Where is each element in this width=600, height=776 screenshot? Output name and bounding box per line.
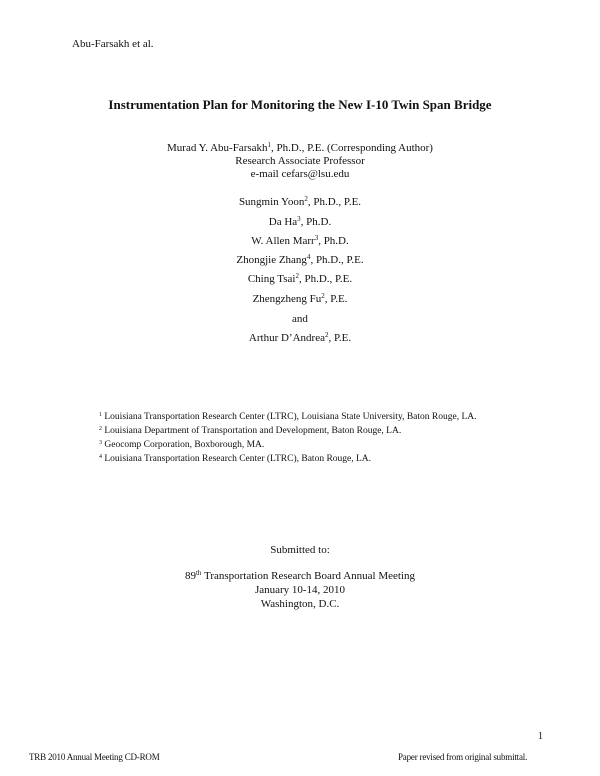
footer-right: Paper revised from original submittal.	[398, 752, 528, 762]
affil-marker: 3	[314, 234, 319, 242]
author-name: Arthur D’Andrea	[248, 332, 325, 344]
author-name: Zhongjie Zhang	[236, 254, 307, 266]
author-line	[0, 216, 600, 229]
author-name: Murad Y. Abu-Farsakh	[167, 142, 268, 154]
author-line	[0, 235, 600, 248]
author-credentials: , Ph.D., P.E. (Corresponding Author)	[271, 142, 433, 154]
author-name: Da Ha	[268, 216, 298, 228]
affil-marker: 4	[306, 253, 311, 261]
author-credentials: , Ph.D., P.E.	[310, 254, 364, 266]
author-line	[0, 196, 600, 209]
author-name: Sungmin Yoon	[238, 196, 305, 208]
author-line	[0, 254, 600, 267]
meeting-dates: January 10-14, 2010	[254, 584, 346, 596]
author-name: Zhengzheng Fu	[252, 293, 322, 305]
affiliation-item: $^1$ Louisiana Transportation Research Center (LTRC), Louisiana State University, Baton Rouge, LA.	[99, 412, 477, 422]
author-line	[0, 293, 600, 306]
and-conjunction: and	[292, 313, 308, 325]
running-head: Abu-Farsakh et al.	[72, 38, 154, 50]
affiliation-item: $^4$ Louisiana Transportation Research Center (LTRC), Baton Rouge, LA.	[99, 454, 372, 464]
affiliation-item: $^3$ Geocomp Corporation, Boxborough, MA.	[99, 440, 265, 450]
page-number: 1	[538, 731, 543, 742]
author-name: Ching Tsai	[247, 273, 296, 285]
affiliation-list	[99, 410, 477, 466]
paper-title: Instrumentation Plan for Monitoring the New I-10 Twin Span Bridge	[108, 97, 492, 112]
author-line	[0, 273, 600, 286]
author-credentials: , Ph.D.	[318, 235, 349, 247]
author-credentials: , P.E.	[324, 293, 348, 305]
author-credentials: , P.E.	[328, 332, 352, 344]
author-email: e-mail cefars@lsu.edu	[250, 168, 350, 180]
author-line	[0, 332, 600, 345]
affil-marker: 1	[267, 141, 272, 149]
author-name: W. Allen Marr	[251, 235, 315, 247]
author-position: Research Associate Professor	[235, 155, 365, 167]
affil-marker: 3	[297, 215, 301, 223]
affil-marker: 2	[324, 331, 329, 339]
meeting-name: 89th Transportation Research Board Annual Meeting	[184, 569, 415, 582]
affil-marker: 2	[304, 195, 308, 203]
affiliation-item: $^2$ Louisiana Department of Transportation and Development, Baton Rouge, LA.	[99, 426, 402, 436]
author-credentials: , Ph.D., P.E.	[307, 196, 362, 208]
author-credentials: , Ph.D.	[300, 216, 332, 228]
meeting-location: Washington, D.C.	[260, 598, 340, 610]
submitted-label: Submitted to:	[270, 544, 330, 556]
affil-marker: 2	[321, 292, 325, 300]
footer-left: TRB 2010 Annual Meeting CD-ROM	[29, 752, 160, 762]
affil-marker: 2	[295, 272, 299, 280]
corresponding-author	[0, 142, 600, 155]
author-credentials: , Ph.D., P.E.	[298, 273, 353, 285]
